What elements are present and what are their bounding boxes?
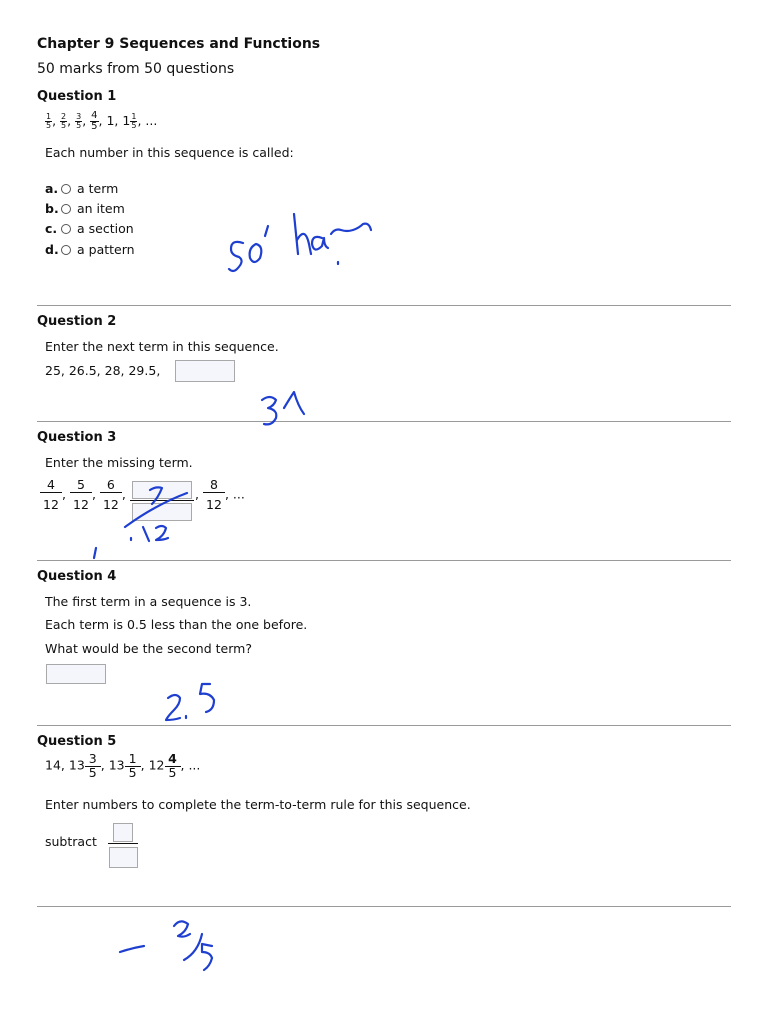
q3-numerator-input[interactable] [132, 481, 192, 499]
q3-prompt: Enter the missing term. [45, 455, 193, 470]
q5-rule-label: subtract [45, 834, 97, 849]
page-subtitle: 50 marks from 50 questions [37, 61, 235, 77]
option-letter: b. [45, 201, 59, 216]
radio-button[interactable] [61, 245, 71, 255]
q1-mixed-frac: $\frac{1}{5}$ [131, 112, 137, 130]
divider [37, 421, 731, 422]
option-label: a term [77, 181, 119, 196]
handwriting-stroke [250, 244, 262, 262]
q4-answer-input[interactable] [46, 664, 106, 684]
q1-option-c[interactable] [45, 221, 134, 236]
q1-sequence: $\frac{1}{5}$ , $\frac{2}{5}$ , $\frac{3}{5}$ , $\frac{4}{5}$ , 1, 1 $\frac{1}{5}$ , ... [46, 110, 158, 132]
q1-frac: $\frac{2}{5}$ [61, 112, 67, 130]
handwriting-stroke [143, 527, 149, 541]
q1-heading: Question 1 [37, 89, 117, 104]
q2-sequence: 25, 26.5, 28, 29.5, [45, 363, 161, 378]
option-label: an item [77, 201, 125, 216]
q2-prompt: Enter the next term in this sequence. [45, 339, 279, 354]
page-title: Chapter 9 Sequences and Functions [37, 36, 321, 52]
handwriting-stroke [156, 526, 168, 540]
option-label: a section [77, 221, 134, 236]
q5-sequence: 14, 13 $\frac{3}{5}$ , 13 $\frac{1}{5}$ , 12 $\frac{4}{5}$ , ... [45, 751, 201, 780]
q4-line3: What would be the second term? [45, 641, 252, 656]
handwriting-stroke [297, 234, 311, 254]
q2-answer-input[interactable] [175, 360, 235, 382]
q3-frac: $\frac{8}{12}$ [203, 479, 225, 511]
q4-line2: Each term is 0.5 less than the one before. [45, 617, 308, 632]
divider [37, 560, 731, 561]
q1-frac: $\frac{3}{5}$ [76, 112, 82, 130]
option-letter: d. [45, 242, 59, 257]
q5-term: 14, [45, 757, 65, 773]
option-label: a pattern [77, 242, 135, 257]
radio-button[interactable] [61, 224, 71, 234]
q5-numerator-input[interactable] [113, 823, 133, 842]
q5-mixed-frac: $\frac{1}{5}$ [125, 753, 141, 779]
q1-ellipsis: ... [145, 113, 158, 128]
handwriting-stroke [94, 548, 96, 558]
divider [37, 725, 731, 726]
handwriting-stroke [331, 224, 371, 234]
q2-heading: Question 2 [37, 314, 117, 329]
q4-line1: The first term in a sequence is 3. [45, 594, 252, 609]
handwriting-stroke [120, 946, 144, 952]
q5-mixed-whole: 13 [108, 757, 125, 773]
q4-heading: Question 4 [37, 569, 117, 584]
q3-frac: $\frac{5}{12}$ [70, 479, 92, 511]
q5-ellipsis: ... [188, 757, 201, 773]
radio-button[interactable] [61, 184, 71, 194]
q1-mixed-whole: 1 [122, 113, 131, 128]
q3-ellipsis: ... [232, 486, 245, 502]
divider [37, 906, 731, 907]
handwriting-stroke [174, 921, 190, 936]
handwriting-stroke [284, 392, 304, 414]
handwriting-stroke [202, 944, 212, 970]
q3-sequence: $\frac{4}{12}$ , $\frac{5}{12}$ , $\frac{6}{12}$ , [40, 479, 126, 511]
handwriting-stroke [294, 214, 298, 254]
q3-denominator-input[interactable] [132, 503, 192, 521]
q3-heading: Question 3 [37, 430, 117, 445]
handwriting-stroke [229, 242, 243, 271]
option-letter: a. [45, 181, 59, 196]
q1-option-a[interactable] [45, 181, 118, 196]
q1-term: 1, [106, 113, 119, 128]
q3-frac: $\frac{6}{12}$ [100, 479, 122, 511]
option-letter: c. [45, 221, 58, 236]
divider [37, 305, 731, 306]
q3-sequence-end: , $\frac{8}{12}$ , ... [195, 477, 245, 512]
fraction-bar [108, 843, 138, 844]
radio-button[interactable] [61, 204, 71, 214]
q1-frac: $\frac{4}{5}$ [91, 110, 98, 132]
q5-prompt: Enter numbers to complete the term-to-term rule for this sequence. [45, 797, 471, 812]
q5-mixed-whole: 12 [148, 757, 165, 773]
q1-option-d[interactable] [45, 242, 135, 257]
handwriting-stroke [200, 684, 214, 712]
handwriting-stroke [265, 226, 268, 236]
handwriting-stroke [312, 237, 328, 250]
q5-heading: Question 5 [37, 734, 117, 749]
q5-mixed-whole: 13 [68, 757, 85, 773]
handwriting-stroke [184, 934, 202, 960]
handwriting-stroke [166, 695, 180, 720]
q5-mixed-frac: $\frac{3}{5}$ [85, 753, 101, 779]
q1-frac: $\frac{1}{5}$ [46, 112, 52, 130]
q1-option-b[interactable] [45, 201, 125, 216]
fraction-bar [130, 500, 194, 501]
q3-frac: $\frac{4}{12}$ [40, 479, 62, 511]
q5-mixed-frac: $\frac{4}{5}$ [165, 753, 181, 779]
q5-denominator-input[interactable] [109, 847, 138, 868]
q1-prompt: Each number in this sequence is called: [45, 145, 294, 160]
